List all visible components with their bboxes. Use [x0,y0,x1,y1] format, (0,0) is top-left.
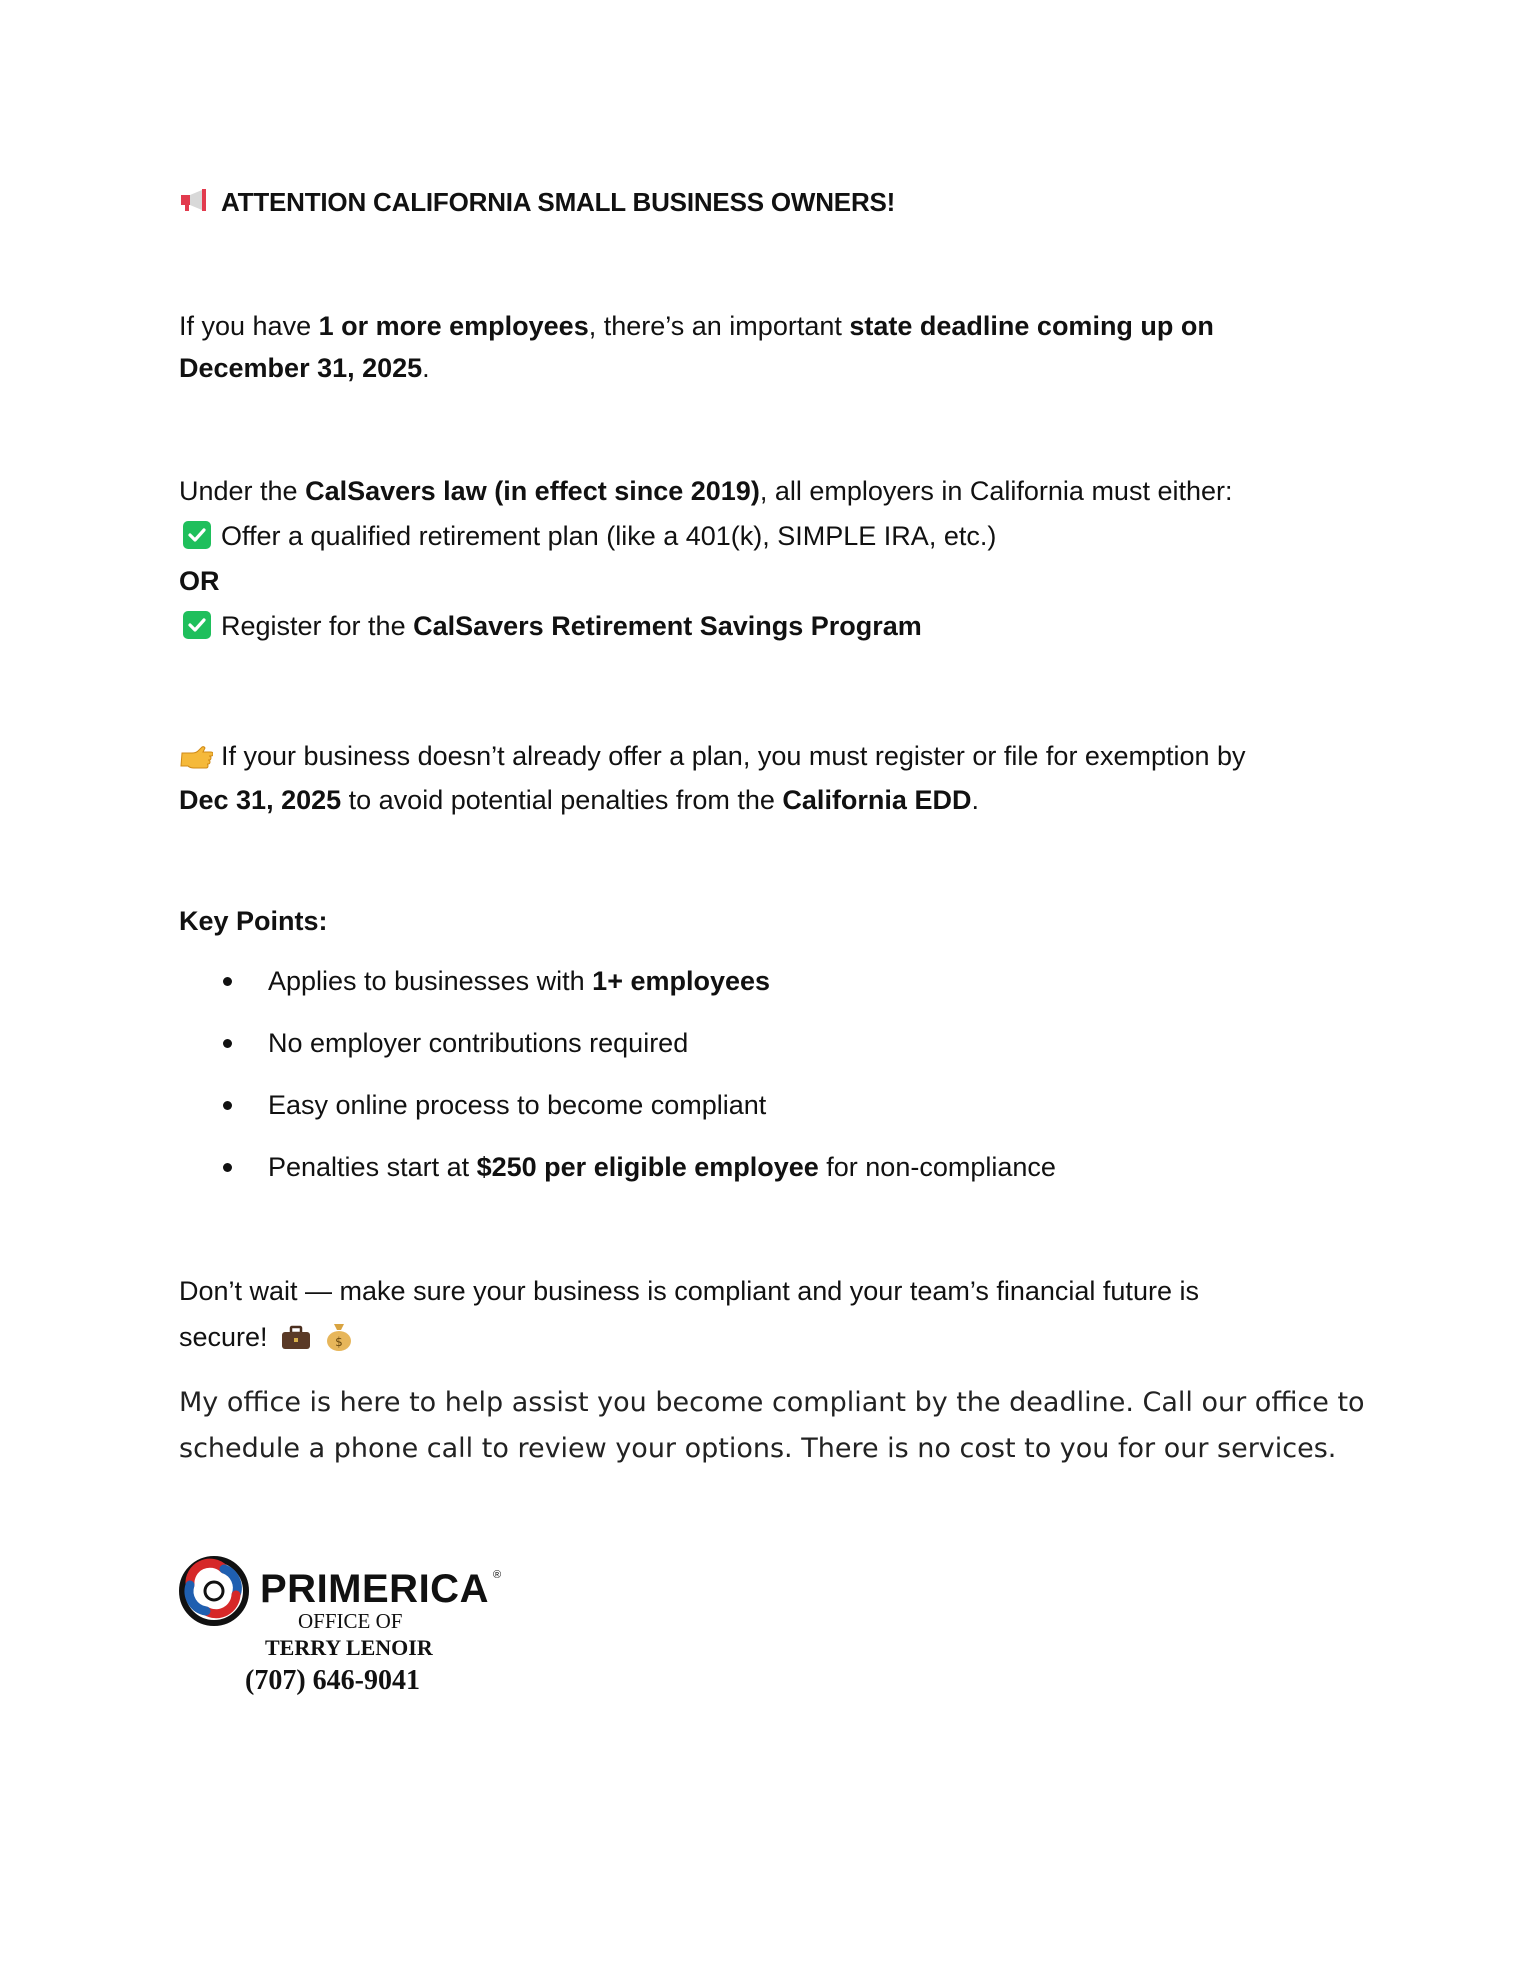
bullet-icon [223,977,232,986]
check-box-icon [183,611,211,639]
list-item: Easy online process to become compliant [179,1084,1056,1146]
megaphone-icon [179,183,211,225]
check-box-icon [183,521,211,549]
list-item: No employer contributions required [179,1022,1056,1084]
option-retirement-plan: Offer a qualified retirement plan (like a 401(k), SIMPLE IRA, etc.) [179,515,1359,560]
deadline-paragraph: If your business doesn’t already offer a plan, you must register or file for exemption by Dec 31, 2025 to avoid potential penalties from the California EDD. [179,741,1246,815]
briefcase-icon [281,1325,311,1351]
phone-number: (707) 646-9041 [245,1665,420,1696]
primerica-logo-icon [178,1555,250,1627]
list-item: Penalties start at $250 per eligible employee for non-compliance [179,1146,1056,1208]
bullet-icon [223,1101,232,1110]
pointing-hand-icon [179,744,213,770]
bullet-icon [223,1163,232,1172]
intro-paragraph: If you have 1 or more employees, there’s an important state deadline coming up on December 31, 2025. [179,311,1214,383]
svg-text:$: $ [334,1335,343,1349]
agent-name: TERRY LENOIR [265,1635,433,1660]
registered-mark: ® [493,1569,502,1581]
calsavers-law-section [179,470,1359,650]
office-of-label: OFFICE OF [298,1609,403,1633]
or-label: OR [179,566,220,596]
bullet-icon [223,1039,232,1048]
page-title [179,181,895,225]
option-register-calsavers: Register for the CalSavers Retirement Savings Program [179,605,1359,650]
primerica-signature [178,1555,518,1705]
law-intro-line: Under the CalSavers law (in effect since 2019), all employers in California must either: [179,476,1233,506]
money-bag-icon [325,1321,353,1351]
office-note-paragraph: My office is here to help assist you become compliant by the deadline. Call our office to schedule a phone call to review your options. There is no cost to you for our services. [179,1387,1365,1464]
key-points-list [179,960,1056,1208]
brand-name: PRIMERICA [260,1567,489,1611]
closing-paragraph: Don’t wait — make sure your business is compliant and your team’s financial future is secure! $ [179,1276,1199,1352]
page-title-text: ATTENTION CALIFORNIA SMALL BUSINESS OWNERS! [221,187,896,217]
list-item: Applies to businesses with 1+ employees [179,960,1056,1022]
key-points-heading: Key Points: [179,906,328,936]
